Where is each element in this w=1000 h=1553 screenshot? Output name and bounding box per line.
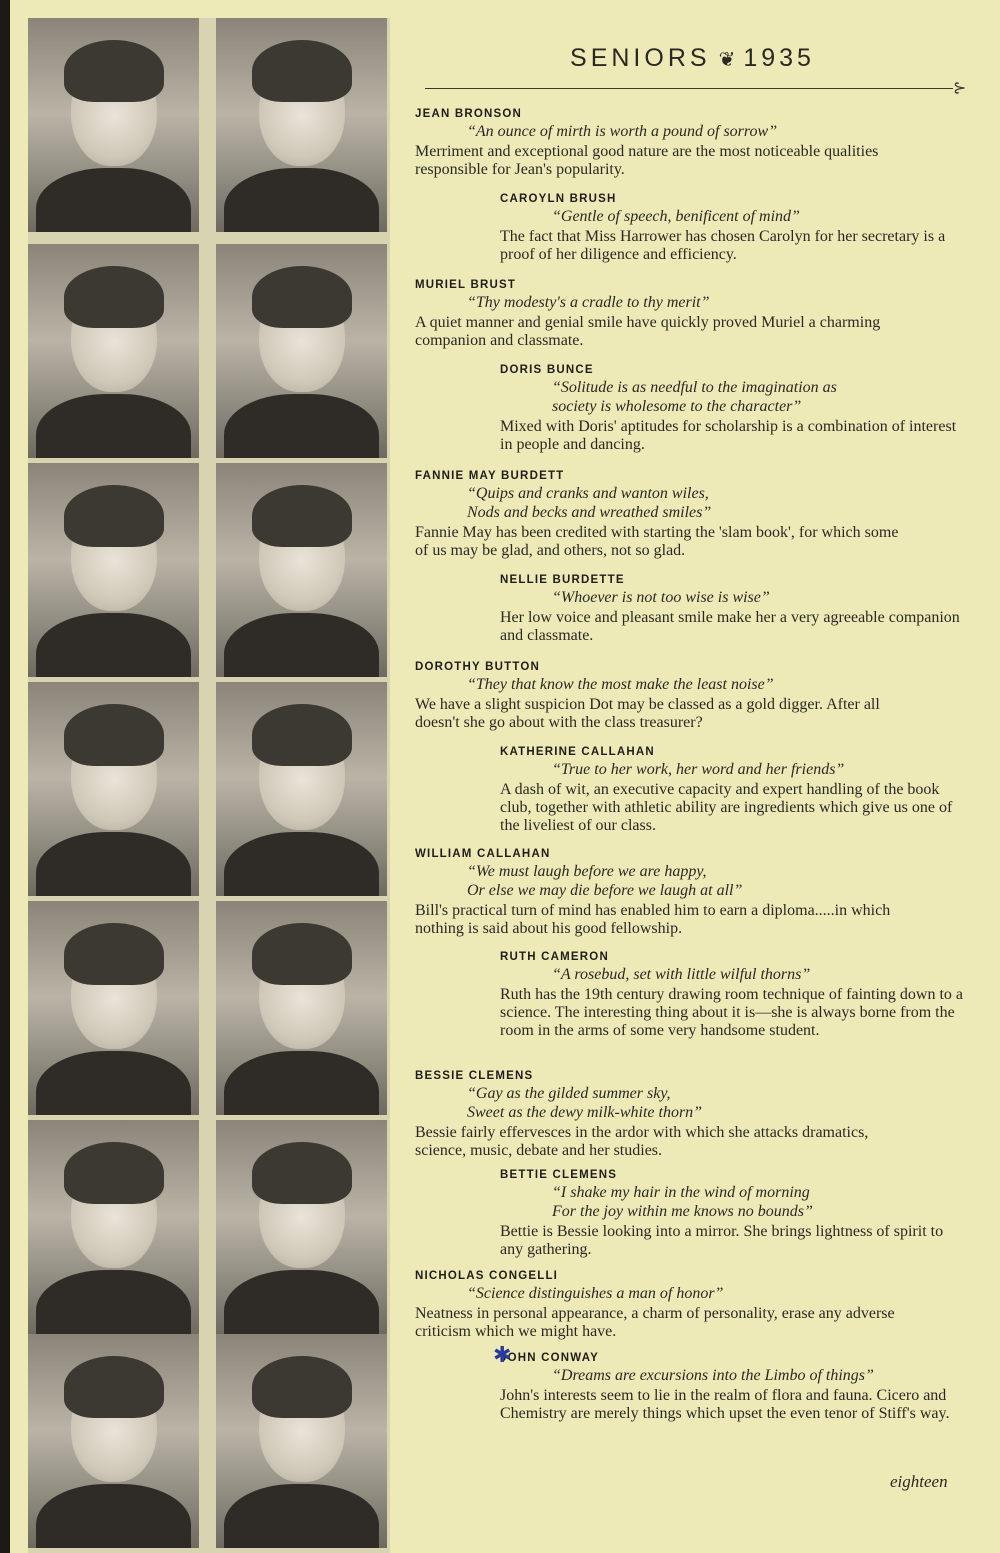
title-divider [425,88,953,89]
senior-description: Ruth has the 19th century drawing room technique of fainting down to a science. The interesting thing about it is—she is always borne from the room in the arms of some very handsome student. [500,986,964,1039]
senior-quote: “Dreams are excursions into the Limbo of things” [552,1367,874,1384]
page-title [415,44,970,73]
senior-description: Bettie is Bessie looking into a mirror. She brings lightness of spirit to any gathering. [500,1223,944,1258]
senior-description: Fannie May has been credited with starting the 'slam book', for which some of us may be glad, and others, not so glad. [415,524,899,559]
senior-description: John's interests seem to lie in the realm of flora and fauna. Cicero and Chemistry are merely things which upset the even tenor of Stiff's way. [500,1387,950,1422]
portrait-photo-fannie-may-burdett [28,463,199,677]
senior-name: RUTH CAMERON [500,951,609,963]
senior-name: MURIEL BRUST [415,279,517,291]
senior-entry [415,1068,895,1160]
senior-quote: “They that know the most make the least noise” [467,676,774,693]
senior-quote: “Thy modesty's a cradle to thy merit” [467,294,710,311]
portrait-photo-ruth-cameron [216,901,387,1115]
senior-quote: “I shake my hair in the wind of morning For the joy within me knows no bounds” [552,1184,813,1220]
yearbook-page [10,0,1000,1553]
senior-description: A quiet manner and genial smile have quickly proved Muriel a charming companion and classmate. [415,314,881,349]
portrait-photo-dorothy-button [28,682,199,896]
senior-quote: “We must laugh before we are happy, Or else we may die before we laugh at all” [467,863,743,899]
portrait-photo-caroyln-brush [216,18,387,232]
senior-entry [500,1350,970,1423]
portrait-photo-katherine-callahan [216,682,387,896]
senior-entry [415,1268,895,1341]
senior-name: FANNIE MAY BURDETT [415,470,565,482]
senior-entry [500,744,970,835]
page-number: eighteen [890,1472,948,1491]
senior-description: Bill's practical turn of mind has enabled him to earn a diploma.....in which nothing is said about his good fellowship. [415,902,891,937]
portrait-photo-doris-bunce [216,244,387,458]
senior-quote: “Science distinguishes a man of honor” [467,1285,724,1302]
senior-description: Bessie fairly effervesces in the ardor with which she attacks dramatics, science, music, debate and her studies. [415,1124,869,1159]
senior-description: The fact that Miss Harrower has chosen Carolyn for her secretary is a proof of her diligence and efficiency. [500,228,946,263]
senior-entry [500,362,970,454]
senior-entry [500,949,970,1040]
portrait-grid [28,18,390,1553]
senior-name: BESSIE CLEMENS [415,1070,534,1082]
senior-entry [415,468,915,560]
senior-entry [415,659,915,732]
senior-entry [415,277,895,350]
senior-quote: “Solitude is as needful to the imagination as society is wholesome to the character” [552,379,837,415]
senior-quote: “True to her work, her word and her friends” [552,761,845,778]
portrait-photo-bessie-clemens [28,1120,199,1334]
senior-name: KATHERINE CALLAHAN [500,746,655,758]
portrait-photo-nellie-burdette [216,463,387,677]
senior-name: CAROYLN BRUSH [500,193,617,205]
senior-entry [415,846,915,938]
senior-quote: “Gay as the gilded summer sky, Sweet as the dewy milk-white thorn” [467,1085,703,1121]
senior-entry [415,106,895,179]
portrait-photo-william-callahan [28,901,199,1115]
senior-quote: “An ounce of mirth is worth a pound of sorrow” [467,123,778,140]
senior-quote: “Whoever is not too wise is wise” [552,589,770,606]
senior-description: Her low voice and pleasant smile make her a very agreeable companion and classmate. [500,609,960,644]
asterisk-mark-icon: ✱ [493,1343,512,1368]
portrait-photo-bettie-clemens [216,1120,387,1334]
senior-quote: “Gentle of speech, benificent of mind” [552,208,800,225]
portrait-photo-nicholas-congelli [28,1334,199,1548]
leaf-ornament-icon: ❦ [718,49,736,71]
senior-name: JOHN CONWAY [500,1352,600,1364]
senior-name: NELLIE BURDETTE [500,574,625,586]
senior-name: BETTIE CLEMENS [500,1169,618,1181]
senior-name: JEAN BRONSON [415,108,523,120]
portrait-photo-muriel-brust [28,244,199,458]
senior-description: A dash of wit, an executive capacity and expert handling of the book club, together with athletic ability are ingredients which give us one of the liveliest of our class. [500,781,953,834]
senior-description: We have a slight suspicion Dot may be classed as a gold digger. After all doesn't she go about with the class treasurer? [415,696,880,731]
senior-name: DOROTHY BUTTON [415,661,540,673]
senior-description: Merriment and exceptional good nature are the most noticeable qualities responsible for Jean's popularity. [415,143,879,178]
senior-name: DORIS BUNCE [500,364,594,376]
senior-name: NICHOLAS CONGELLI [415,1270,559,1282]
senior-entry [500,191,970,264]
senior-entry [500,1167,970,1259]
senior-writeups [415,0,980,1553]
senior-description: Mixed with Doris' aptitudes for scholarship is a combination of interest in people and dancing. [500,418,957,453]
senior-entry [500,572,970,645]
portrait-photo-john-conway [216,1334,387,1548]
section-label: SENIORS [570,44,711,72]
divider-ornament-icon: ⊱ [953,80,967,97]
class-year: 1935 [743,44,815,72]
portrait-photo-jean-bronson [28,18,199,232]
senior-quote: “A rosebud, set with little wilful thorns” [552,966,811,983]
senior-name: WILLIAM CALLAHAN [415,848,551,860]
senior-description: Neatness in personal appearance, a charm of personality, erase any adverse criticism which we might have. [415,1305,895,1340]
senior-quote: “Quips and cranks and wanton wiles, Nods and becks and wreathed smiles” [467,485,712,521]
